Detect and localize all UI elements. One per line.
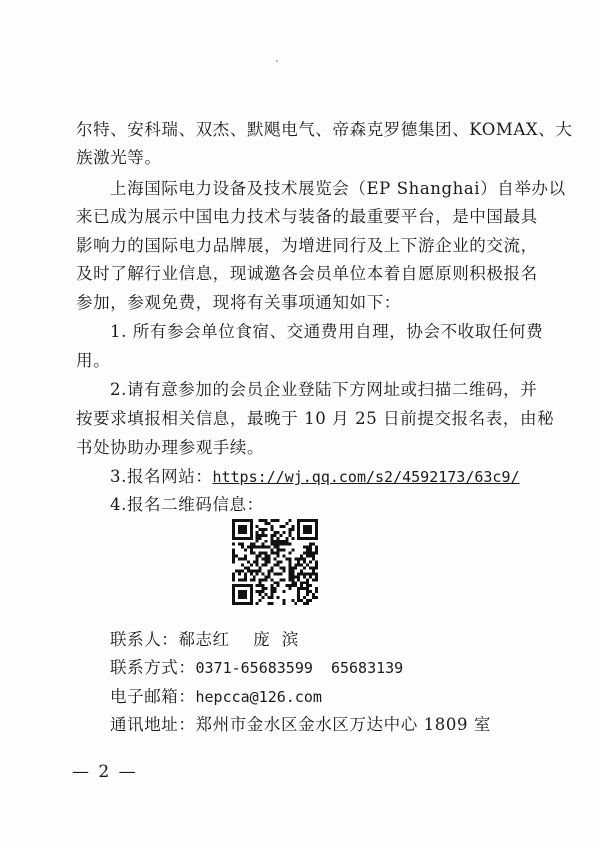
contact-email-label: 电子邮箱： [110, 687, 196, 706]
item3-line [110, 466, 520, 488]
para1-line5: 参加，参观免费，现将有关事项通知如下： [76, 293, 401, 312]
para1-line2: 来已成为展示中国电力技术与装备的最重要平台，是中国最具 [76, 207, 538, 226]
item2-line1: 2.请有意参加的会员企业登陆下方网址或扫描二维码，并 [110, 380, 538, 399]
item2-line2: 按要求填报相关信息，最晚于 10 月 25 日前提交报名表，由秘 [76, 409, 555, 428]
item1-line1: 1. 所有参会单位食宿、交通费用自理，协会不收取任何费 [110, 322, 544, 341]
item3-label: 3.报名网站： [110, 467, 213, 486]
item2-line3: 书处协助办理参观手续。 [76, 438, 265, 457]
contact-address-line [110, 714, 491, 736]
item1-line2: 用。 [76, 351, 111, 370]
para1-line1: 上海国际电力设备及技术展览会（EP Shanghai）自举办以 [110, 179, 566, 198]
para0-line2: 族激光等。 [76, 148, 162, 167]
para1-line3: 影响力的国际电力品牌展，为增进同行及上下游企业的交流， [76, 236, 538, 255]
registration-url-link[interactable]: https://wj.qq.com/s2/4592173/63c9/ [212, 468, 520, 486]
contact-person-value: 郗志红 庞 滨 [178, 630, 299, 649]
contact-phone-label: 联系方式： [110, 658, 196, 677]
contact-email-value: hepcca@126.com [195, 688, 322, 706]
page-number: — 2 — [72, 762, 138, 782]
contact-address-value: 郑州市金水区金水区万达中心 1809 室 [195, 715, 491, 734]
contact-address-label: 通讯地址： [110, 715, 196, 734]
contact-phone-line [110, 657, 403, 679]
para1-line4: 及时了解行业信息，现诚邀各会员单位本着自愿原则积极报名 [76, 264, 538, 283]
contact-phone-value: 0371-65683599 65683139 [195, 659, 404, 677]
contact-email-line [110, 686, 322, 708]
qr-code-icon[interactable] [232, 519, 318, 605]
scan-dot [276, 60, 278, 62]
contact-person-line [110, 629, 299, 651]
item4-line: 4.报名二维码信息： [110, 495, 264, 514]
contact-person-label: 联系人： [110, 630, 179, 649]
para0-line1: 尔特、安科瑞、双杰、默飓电气、帝森克罗德集团、KOMAX、大 [76, 120, 573, 139]
